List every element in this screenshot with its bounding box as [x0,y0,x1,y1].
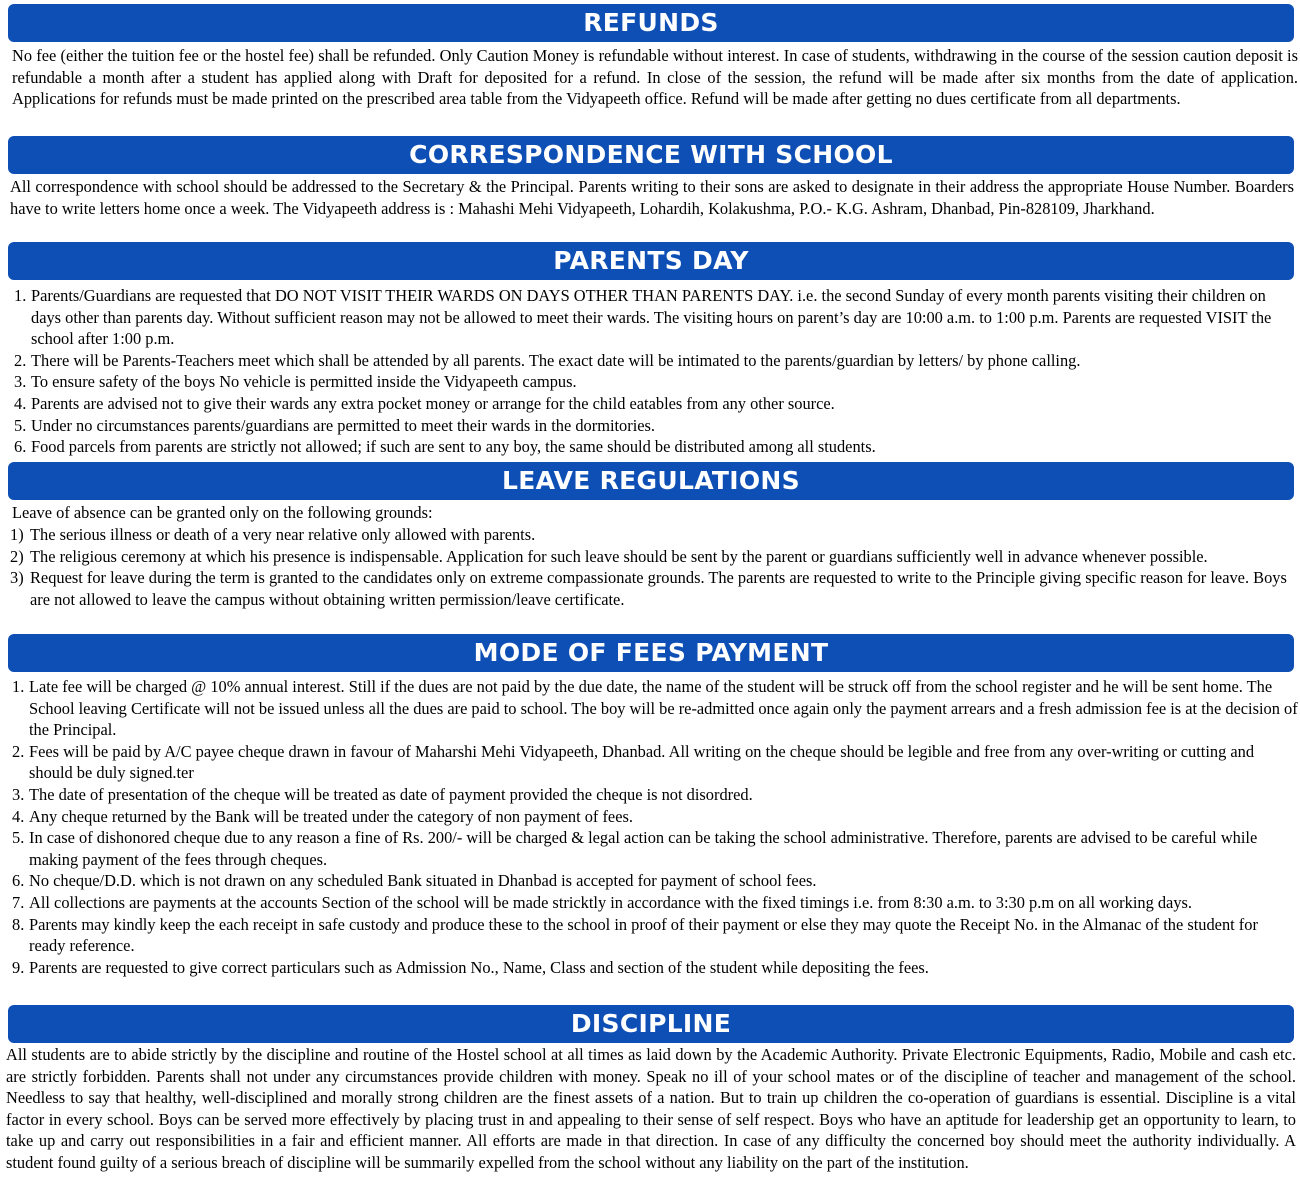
correspondence-heading: CORRESPONDENCE WITH SCHOOL [8,136,1294,174]
refunds-body: No fee (either the tuition fee or the hostel fee) shall be refunded. Only Caution Money is refundable without interest. In case of students, withdrawing in the course of the session caution deposit is refundable a month after a student has applied along with Draft for deposited for a refund. In close of the session, the refund will be made after six months from the date of application. Applications for refunds must be made printed on the prescribed area table from the Vidyapeeth office. Refund will be made after getting no dues certificate from all departments. [12,46,1298,109]
list-item: 2. Fees will be paid by A/C payee cheque drawn in favour of Maharshi Mehi Vidyapeeth, Dhanbad. All writing on the cheque should be legible and free from any over-writing or cutting and should be duly signed.ter [12,741,1255,783]
correspondence-body: All correspondence with school should be addressed to the Secretary & the Principal. Parents writing to their sons are asked to designate in their address the appropriate House Number. Boarders have to write letters home once a week. The Vidyapeeth address is : Mahashi Mehi Vidyapeeth, Lohardih, Kolakushma, P.O.- K.G. Ashram, Dhanbad, Pin-828109, Jharkhand. [10,177,1294,218]
list-item: 2) The religious ceremony at which his presence is indispensable. Application for such leave should be sent by the parent or guardians sufficiently well in advance whenever possible. [10,546,1208,566]
leave-list [10,524,1298,610]
list-item: 5. In case of dishonored cheque due to any reason a fine of Rs. 200/- will be charged & legal action can be taking the school administrative. Therefore, parents are advised to be careful while making payment of the fees through cheques. [12,828,1258,869]
list-item: 6. No cheque/D.D. which is not drawn on any scheduled Bank situated in Dhanbad is accepted for payment of school fees. [12,871,817,891]
list-item: 4. Parents are advised not to give their wards any extra pocket money or arrange for the child eatables from any other source. [14,393,835,413]
list-item: 1. Late fee will be charged @ 10% annual interest. Still if the dues are not paid by the due date, the name of the student will be struck off from the school register and he will be sent home. The School leaving Certificate will not be issued unless all the dues are paid to school. The boy will be re-admitted once again only the payment arrears and a fresh admission fee is at the decision of the Principal. [12,677,1298,740]
list-item: 4. Any cheque returned by the Bank will be treated under the category of non payment of fees. [12,806,633,826]
list-item: 2. There will be Parents-Teachers meet which shall be attended by all parents. The exact date will be intimated to the parents/guardian by letters/ by phone calling. [14,350,1081,370]
list-item: 8. Parents may kindly keep the each receipt in safe custody and produce these to the school in proof of their payment or else they may quote the Receipt No. in the Almanac of the student for ready reference. [12,914,1258,956]
parents-day-heading: PARENTS DAY [8,242,1294,280]
refunds-heading: REFUNDS [8,4,1294,42]
list-item: 3. The date of presentation of the cheque will be treated as date of payment provided the cheque is not disordred. [12,784,753,804]
list-item: 1. Parents/Guardians are requested that DO NOT VISIT THEIR WARDS ON DAYS OTHER THAN PARENTS DAY. i.e. the second Sunday of every month parents visiting their children on days other than parents day. Without sufficient reason may not be allowed to meet their wards. The visiting hours on parent’s day are 10:00 a.m. to 1:00 p.m. Parents are requested VISIT the school after 1:00 p.m. [14,286,1272,349]
parents-day-list [14,285,1298,458]
list-item: 7. All collections are payments at the accounts Section of the school will be made stricktly in accordance with the fixed timings i.e. from 8:30 a.m. to 3:30 p.m on all working days. [12,892,1192,912]
list-item: 3) Request for leave during the term is granted to the candidates only on extreme compassionate grounds. The parents are requested to write to the Principle giving specific reason for leave. Boys are not allowed to leave the campus without obtaining written permission/leave certificate. [10,568,1287,609]
list-item: 3. To ensure safety of the boys No vehicle is permitted inside the Vidyapeeth campus. [14,372,577,392]
leave-intro: Leave of absence can be granted only on the following grounds: [12,503,433,522]
list-item: 9. Parents are requested to give correct particulars such as Admission No., Name, Class and section of the student while depositing the fees. [12,957,929,977]
list-item: 5. Under no circumstances parents/guardians are permitted to meet their wards in the dormitories. [14,415,656,435]
discipline-body: All students are to abide strictly by the discipline and routine of the Hostel school at all times as laid down by the Academic Authority. Private Electronic Equipments, Radio, Mobile and cash etc. are strictly forbidden. Parents shall not under any circumstances provide children with money. Speak no ill of your school mates or of the discipline of teacher and management of the school. Needless to say that healthy, well-disciplined and morally strong children are the finest assets of a nation. But to train up children the co-operation of guardians is essential. Discipline is a vital factor in every school. Boys can be served more effectively by placing trust in and appealing to their sense of self respect. Boys who have an aptitude for leadership get an opportunity to learn, to take up and carry out responsibilities in a fair and efficient manner. All efforts are made in that direction. In case of any difficulty the concerned boy should meet the authority individually. A student found guilty of a serious breach of discipline will be summarily expelled from the school without any liability on the part of the institution. [6,1045,1296,1172]
discipline-heading: DISCIPLINE [8,1005,1294,1043]
leave-heading: LEAVE REGULATIONS [8,462,1294,500]
fees-list [12,676,1298,978]
list-item: 6. Food parcels from parents are strictly not allowed; if such are sent to any boy, the same should be distributed among all students. [14,437,876,457]
list-item: 1) The serious illness or death of a very near relative only allowed with parents. [10,525,536,544]
fees-heading: MODE OF FEES PAYMENT [8,634,1294,672]
